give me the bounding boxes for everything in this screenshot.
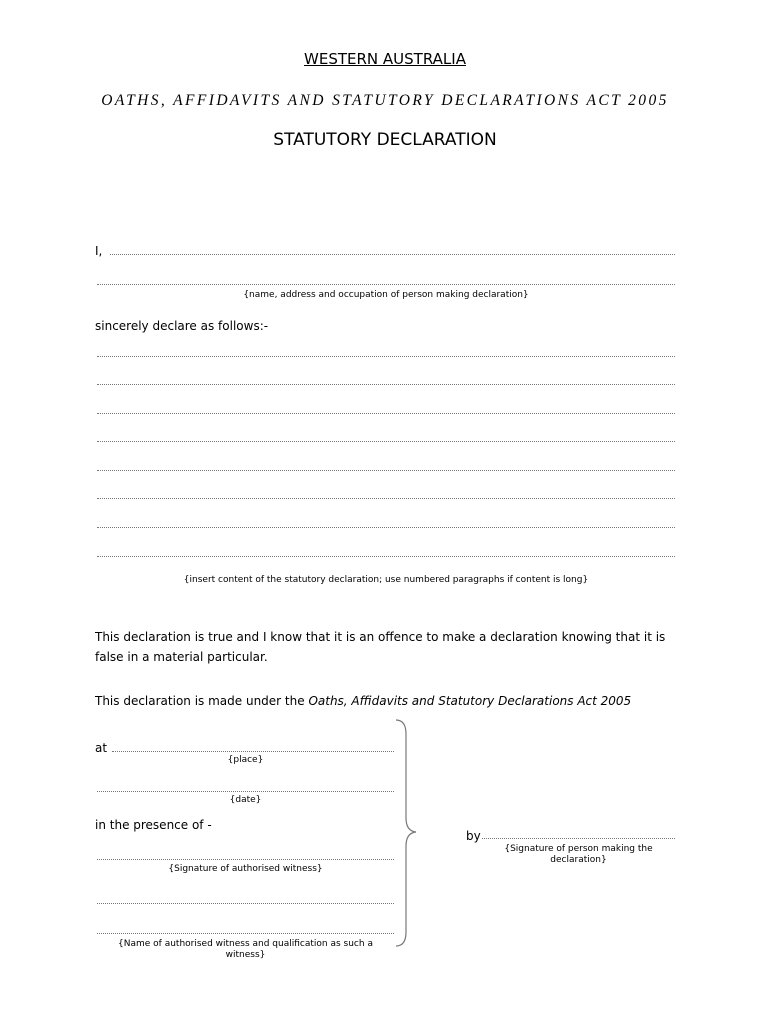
date-caption: {date}: [229, 795, 262, 805]
made-under-prefix: This declaration is made under the: [95, 694, 309, 708]
place-line[interactable]: [112, 751, 394, 752]
content-intro: sincerely declare as follows:-: [95, 319, 269, 333]
by-label: by: [466, 829, 481, 843]
declarant-line-2[interactable]: [97, 284, 675, 285]
state-heading: WESTERN AUSTRALIA: [304, 50, 466, 68]
declarant-signature-line[interactable]: [482, 838, 675, 839]
witness-name-caption: {Name of authorised witness and qualification as such a witness}: [118, 939, 373, 960]
content-line[interactable]: [97, 413, 675, 414]
right-brace-icon: [394, 718, 430, 950]
declarant-prefix: I,: [95, 244, 103, 258]
content-line[interactable]: [97, 556, 675, 557]
witness-name-line-2[interactable]: [97, 933, 394, 934]
presence-label: in the presence of -: [95, 818, 212, 832]
content-line[interactable]: [97, 356, 675, 357]
witness-name-line-1[interactable]: [97, 903, 394, 904]
content-line[interactable]: [97, 527, 675, 528]
made-under-statement: [95, 691, 695, 711]
content-caption: {insert content of the statutory declaration; use numbered paragraphs if content is long}: [183, 575, 589, 585]
content-line[interactable]: [97, 384, 675, 385]
witness-signature-line[interactable]: [97, 859, 394, 860]
witness-signature-caption: {Signature of authorised witness}: [168, 864, 323, 874]
content-line[interactable]: [97, 498, 675, 499]
declarant-line-1[interactable]: [110, 254, 675, 255]
act-title: OATHS, AFFIDAVITS AND STATUTORY DECLARATIONS ACT 2005: [101, 92, 669, 109]
place-caption: {place}: [227, 755, 264, 765]
content-line[interactable]: [97, 441, 675, 442]
form-title: STATUTORY DECLARATION: [273, 130, 497, 150]
at-label: at: [95, 741, 108, 755]
declarant-caption: {name, address and occupation of person making declaration}: [243, 290, 529, 300]
truth-statement: This declaration is true and I know that it is an offence to make a declaration knowing that it is false in a material particular.: [95, 630, 666, 664]
declarant-signature-caption: {Signature of person making the declaration}: [504, 844, 653, 865]
content-line[interactable]: [97, 470, 675, 471]
made-under-act: Oaths, Affidavits and Statutory Declarations Act 2005: [308, 694, 632, 708]
date-line[interactable]: [97, 791, 394, 792]
